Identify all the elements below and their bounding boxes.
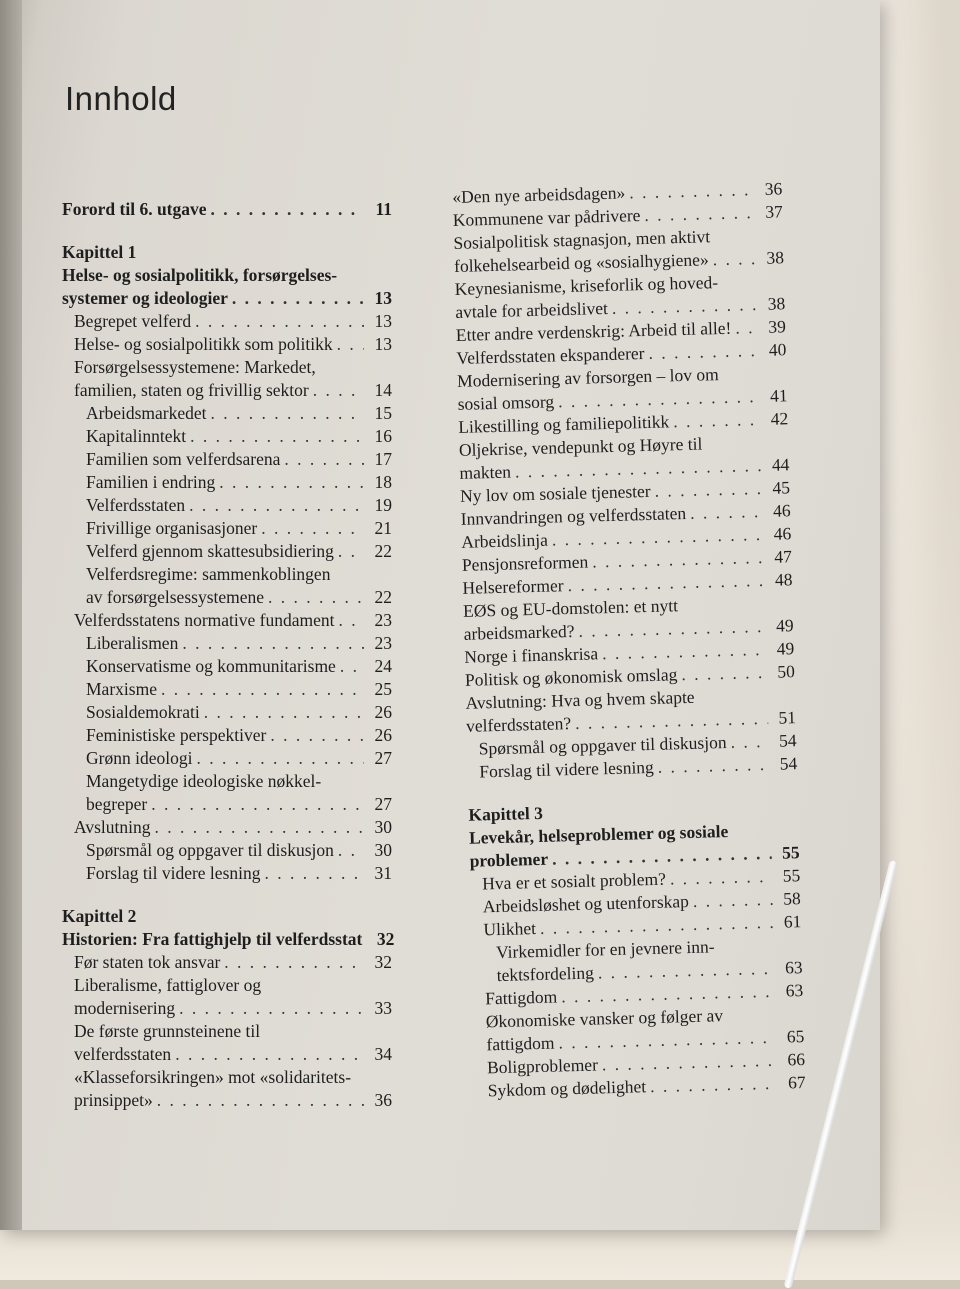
toc-entry (62, 655, 392, 678)
toc-entry-title: Historien: Fra fattighjelp til velferdsstat (62, 929, 363, 949)
toc-page-number: 18 (374, 472, 392, 492)
toc-page-number: 14 (374, 380, 392, 400)
toc-leader-dots (670, 865, 773, 891)
toc-page-number: 13 (374, 288, 392, 308)
toc-entry-title: Velferdsstaten (86, 495, 186, 515)
toc-leader-dots (204, 701, 364, 724)
toc-leader-dots (337, 333, 364, 356)
toc-page-number: 13 (374, 311, 392, 331)
toc-entry-title: Konservatisme og kommunitarisme (86, 656, 336, 676)
toc-page-number: 22 (374, 587, 392, 607)
toc-entry (62, 241, 392, 264)
toc-entry (62, 448, 392, 471)
toc-leader-dots (338, 839, 364, 862)
toc-entry-continuation: Mangetydige ideologiske nøkkel- (86, 771, 322, 791)
toc-entry (62, 609, 392, 632)
toc-entry-title: Forslag til videre lesning (86, 863, 261, 883)
toc-entry (62, 701, 392, 724)
toc-entry-title: Grønn ideologi (86, 748, 193, 768)
toc-entry (62, 198, 392, 221)
toc-entry-title: Fattigdom (485, 986, 558, 1009)
toc-leader-dots (161, 678, 364, 701)
toc-page-number: 31 (374, 863, 392, 883)
toc-entry (62, 402, 392, 425)
toc-entry (62, 1043, 392, 1066)
toc-page-number: 58 (783, 888, 802, 909)
toc-page-number: 40 (768, 339, 787, 360)
toc-entry-title: Liberalismen (86, 633, 179, 653)
toc-entry (62, 816, 392, 839)
page-gutter (0, 0, 22, 1230)
toc-entry (62, 1089, 392, 1112)
toc-entry-title: velferdsstaten (74, 1044, 172, 1064)
toc-entry (62, 839, 392, 862)
toc-leader-dots (179, 997, 364, 1020)
toc-leader-dots (673, 408, 761, 433)
toc-entry (62, 928, 395, 951)
toc-page-number: 38 (767, 293, 786, 314)
toc-entry-title: fattigdom (486, 1032, 555, 1055)
toc-entry-continuation: Keynesianisme, kriseforlik og hoved- (454, 272, 719, 299)
toc-entry-title: prinsippet» (74, 1090, 153, 1110)
toc-leader-dots (629, 178, 755, 204)
toc-leader-dots (182, 632, 364, 655)
toc-entry-title: arbeidsmarked? (463, 620, 575, 644)
toc-entry-title: Arbeidsløshet og utenforskap (482, 891, 690, 917)
toc-page-number: 30 (374, 840, 392, 860)
toc-entry-title: Kapittel 3 (468, 802, 544, 825)
toc-leader-dots (195, 310, 364, 333)
toc-entry-title: Spørsmål og oppgaver til diskusjon (86, 840, 334, 860)
toc-page-number: 37 (765, 201, 784, 222)
toc-entry-continuation: Økonomiske vansker og følger av (485, 1005, 724, 1032)
toc-entry-title: Feministiske perspektiver (86, 725, 267, 745)
toc-entry-title: modernisering (74, 998, 176, 1018)
toc-page-number: 63 (784, 957, 803, 978)
toc-entry-title: Pensjonsreformen (461, 551, 589, 575)
toc-leader-dots (155, 816, 365, 839)
toc-leader-dots (648, 339, 759, 365)
toc-page-number: 26 (374, 725, 392, 745)
toc-entry-title: problemer (469, 848, 549, 871)
toc-entry-continuation: De første grunnsteinene til (74, 1021, 261, 1041)
toc-page-number: 32 (376, 929, 395, 949)
toc-entry-continuation: Avslutning: Hva og hvem skapte (465, 686, 695, 713)
toc-page-number: 55 (781, 842, 800, 863)
toc-leader-dots (268, 586, 364, 609)
toc-page-number: 36 (764, 178, 783, 199)
toc-entry-title: Ulikhet (483, 918, 537, 940)
toc-leader-dots (211, 198, 364, 221)
toc-page-number: 27 (374, 748, 392, 768)
toc-leader-dots (196, 747, 364, 770)
toc-entry-continuation: Modernisering av forsorgen – lov om (456, 364, 719, 391)
toc-page-number: 45 (772, 477, 791, 498)
toc-leader-dots (681, 661, 767, 686)
toc-page-number: 17 (374, 449, 392, 469)
toc-leader-dots (265, 862, 365, 885)
toc-entry-title: folkehelsearbeid og «sosialhygiene» (453, 249, 709, 276)
toc-entry (62, 310, 392, 333)
toc-page-number: 63 (785, 980, 804, 1001)
toc-entry-title: Velferd gjennom skattesubsidiering (86, 541, 334, 561)
toc-entry (62, 724, 392, 747)
toc-entry (62, 793, 392, 816)
toc-page-number: 38 (766, 247, 785, 268)
toc-page-number: 49 (775, 615, 794, 636)
toc-entry (62, 494, 392, 517)
toc-entry-continuation: Velferdsregime: sammenkoblingen (86, 564, 331, 584)
toc-leader-dots (175, 1043, 364, 1066)
toc-entry-title: velferdsstaten? (465, 713, 572, 736)
toc-leader-dots (190, 425, 364, 448)
toc-page-number: 27 (374, 794, 392, 814)
toc-entry-title: Boligproblemer (486, 1054, 599, 1078)
toc-page-number: 23 (374, 610, 392, 630)
toc-page-number: 36 (374, 1090, 392, 1110)
toc-leader-dots (654, 477, 762, 503)
toc-page-number: 48 (774, 569, 793, 590)
toc-page-number: 44 (771, 454, 790, 475)
toc-leader-dots (690, 500, 763, 525)
toc-entry (62, 905, 392, 928)
toc-leader-dots (338, 609, 364, 632)
toc-page-number: 49 (776, 638, 795, 659)
toc-entry-title: Velferdsstatens normative fundament (74, 610, 335, 630)
toc-page-number: 11 (375, 199, 392, 219)
toc-entry-title: Politisk og økonomisk omslag (464, 664, 678, 690)
toc-page-number: 46 (773, 523, 792, 544)
toc-page-number: 61 (783, 911, 802, 932)
toc-page-number: 39 (768, 316, 787, 337)
toc-page-number: 22 (374, 541, 392, 561)
toc-leader-dots (211, 402, 364, 425)
toc-entry-title: Ny lov om sosiale tjenester (459, 480, 651, 506)
toc-entry-continuation: Oljekrise, vendepunkt og Høyre til (458, 433, 703, 460)
toc-page-number: 42 (770, 408, 789, 429)
toc-page-number: 26 (374, 702, 392, 722)
toc-entry-title: Familien i endring (86, 472, 216, 492)
toc-entry-title: Innvandringen og velferdsstaten (460, 502, 687, 529)
toc-page-number: 54 (778, 730, 797, 751)
toc-entry (62, 586, 392, 609)
toc-entry-title: Før staten tok ansvar (74, 952, 221, 972)
toc-entry-title: Helsereformer (462, 575, 564, 598)
toc-page-number: 54 (779, 753, 798, 774)
toc-entry-title: avtale for arbeidslivet (455, 297, 609, 322)
toc-entry-continuation: Forsørgelsessystemene: Markedet, (74, 357, 316, 377)
toc-entry-title: «Den nye arbeidsdagen» (452, 182, 626, 207)
toc-page-number: 24 (374, 656, 392, 676)
toc-entry-title: Sykdom og dødelighet (487, 1076, 647, 1101)
section-gap (62, 221, 392, 241)
toc-entry-title: Sosialdemokrati (86, 702, 200, 722)
toc-page-number: 66 (787, 1049, 806, 1070)
toc-leader-dots (157, 1089, 364, 1112)
toc-entry-title: Velferdsstaten ekspanderer (456, 343, 645, 368)
toc-entry-continuation: Sosialpolitisk stagnasjon, men aktivt (453, 226, 711, 253)
toc-leader-dots (224, 951, 364, 974)
toc-entry (62, 333, 392, 356)
toc-leader-dots (340, 655, 364, 678)
toc-page-number: 65 (786, 1026, 805, 1047)
section-gap (62, 885, 392, 905)
toc-entry-title: Kapitalinntekt (86, 426, 187, 446)
toc-leader-dots (657, 753, 769, 779)
toc-leader-dots (270, 724, 364, 747)
toc-leader-dots (313, 379, 364, 402)
toc-entry-title: Hva er et sosialt problem? (482, 868, 667, 894)
toc-page-number: 34 (374, 1044, 392, 1064)
toc-page-number: 23 (374, 633, 392, 653)
toc-leader-dots (232, 287, 364, 310)
toc-entry-title: Begrepet velferd (74, 311, 192, 331)
toc-entry-title: Arbeidslinja (461, 529, 549, 552)
toc-entry-title: familien, staten og frivillig sektor (74, 380, 309, 400)
toc-entry-title: Spørsmål og oppgaver til diskusjon (478, 732, 727, 759)
toc-entry (62, 517, 392, 540)
page-title: Innhold (65, 80, 177, 117)
toc-page-number: 33 (374, 998, 392, 1018)
toc-leader-dots (693, 888, 773, 913)
toc-leader-dots (261, 517, 364, 540)
toc-entry-title: Norge i finanskrisa (464, 643, 599, 667)
toc-page-number: 32 (374, 952, 392, 972)
toc-page-number: 46 (772, 500, 791, 521)
toc-entry (62, 997, 392, 1020)
toc-column-left (62, 198, 395, 1112)
toc-entry-title: sosial omsorg (457, 391, 555, 414)
toc-page-number: 16 (374, 426, 392, 446)
toc-entry (62, 862, 392, 885)
toc-page-number: 67 (787, 1072, 806, 1093)
toc-leader-dots (735, 316, 758, 340)
toc-entry-title: systemer og ideologier (62, 288, 228, 308)
toc-entry-continuation: «Klasseforsikringen» mot «solidaritets- (74, 1067, 352, 1087)
toc-entry-title: Marxisme (86, 679, 157, 699)
toc-entry (62, 425, 392, 448)
toc-entry-continuation: EØS og EU-domstolen: et nytt (462, 595, 679, 621)
toc-entry (62, 678, 392, 701)
toc-page-number: 25 (374, 679, 392, 699)
toc-page-number: 15 (374, 403, 392, 423)
toc-page-number: 30 (374, 817, 392, 837)
toc-page-number: 51 (778, 707, 797, 728)
toc-entry (62, 471, 392, 494)
toc-entry-title: Kapittel 2 (62, 906, 137, 926)
toc-entry-title: begreper (86, 794, 148, 814)
toc-entry-continuation: Levekår, helseproblemer og sosiale (468, 820, 729, 848)
toc-entry (62, 951, 392, 974)
toc-page-number: 21 (374, 518, 392, 538)
toc-entry-continuation: Helse- og sosialpolitikk, forsørgelses- (62, 265, 338, 285)
toc-entry-title: Forord til 6. utgave (62, 199, 207, 219)
toc-leader-dots (284, 448, 364, 471)
toc-entry-title: Kommunene var pådrivere (452, 205, 641, 230)
toc-column-right (452, 177, 806, 1102)
toc-page-number: 55 (782, 865, 801, 886)
toc-leader-dots (650, 1072, 778, 1098)
toc-page-number: 41 (769, 385, 788, 406)
toc-leader-dots (730, 730, 769, 754)
toc-entry-title: Forslag til videre lesning (479, 756, 655, 782)
toc-page-number: 13 (374, 334, 392, 354)
toc-entry-title: Familien som velferdsarena (86, 449, 281, 469)
toc-entry-title: Helse- og sosialpolitikk som politikk (74, 334, 333, 354)
toc-leader-dots (712, 247, 756, 271)
toc-entry (62, 379, 392, 402)
toc-leader-dots (219, 471, 364, 494)
toc-entry-title: Etter andre verdenskrig: Arbeid til alle! (455, 317, 732, 345)
toc-entry-title: Frivillige organisasjoner (86, 518, 258, 538)
toc-leader-dots (338, 540, 364, 563)
toc-leader-dots (644, 201, 755, 227)
toc-page-number: 50 (777, 661, 796, 682)
toc-entry-title: makten (459, 461, 512, 483)
toc-leader-dots (151, 793, 364, 816)
toc-entry-title: Avslutning (74, 817, 151, 837)
toc-entry-continuation: Liberalisme, fattiglover og (74, 975, 262, 995)
toc-leader-dots (189, 494, 364, 517)
toc-entry-title: Kapittel 1 (62, 242, 137, 262)
toc-entry-title: tektsfordeling (496, 962, 595, 986)
toc-entry-title: Likestilling og familiepolitikk (458, 411, 670, 437)
toc-page-number: 19 (374, 495, 392, 515)
toc-entry (62, 747, 392, 770)
toc-entry-continuation: Virkemidler for en jevnere inn- (495, 936, 715, 963)
toc-entry-title: Arbeidsmarkedet (86, 403, 207, 423)
toc-entry (62, 287, 392, 310)
toc-entry (62, 632, 392, 655)
toc-entry (62, 540, 392, 563)
toc-page-number: 47 (774, 546, 793, 567)
toc-entry-title: av forsørgelsessystemene (86, 587, 265, 607)
